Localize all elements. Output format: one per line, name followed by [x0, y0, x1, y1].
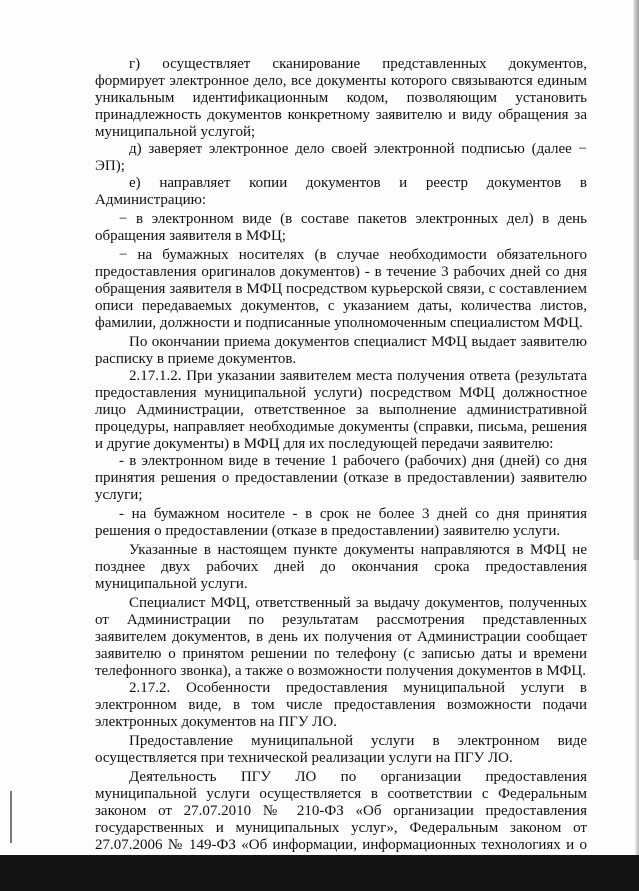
paragraph-e: е) направляет копии документов и реестр документов в Администрацию: [95, 175, 587, 208]
paragraph-pgu-activity: Деятельность ПГУ ЛО по организации предоставления муниципальной услуги осуществляется в соответствии с Федеральным законом от 27.07.2010 № 210-ФЗ «Об организации предоставления государственных и муниципальных услуг», Федеральным законом от 27.07.2006 № 149-ФЗ «Об информации, информационных технологиях и о [95, 769, 587, 853]
paragraph-d: д) заверяет электронное дело своей электронной подписью (далее − ЭП); [95, 141, 587, 174]
paragraph-deadline: Указанные в настоящем пункте документы направляются в МФЦ не позднее двух рабочих дней до окончания срока предоставления муниципальной услуги. [95, 542, 587, 592]
paragraph-electronic-service: Предоставление муниципальной услуги в электронном виде осуществляется при технической реализации услуги на ПГУ ЛО. [95, 733, 587, 766]
scan-page-edge [633, 0, 639, 560]
scan-margin-mark [10, 791, 12, 843]
paragraph-paper-term: - на бумажном носителе - в срок не более 3 дней со дня принятия решения о предоставлении (отказе в предоставлении) заявителю услуги. [95, 506, 587, 539]
paragraph-paper-form: − на бумажных носителях (в случае необходимости обязательного предоставления оригиналов документов) - в течение 3 рабочих дней со дня обращения заявителя в МФЦ посредством курьерской связи, с составлением описи передаваемых документов, с указанием даты, количества листов, фамилии, должности и подписанные уполномоченным специалистом МФЦ. [95, 247, 587, 331]
paragraph-electronic-term: - в электронном виде в течение 1 рабочего (рабочих) дня (дней) со дня принятия решения о предоставлении (отказе в предоставлении) заявителю услуги; [95, 453, 587, 503]
scan-bottom-border [0, 855, 639, 891]
paragraph-g: г) осуществляет сканирование представленных документов, формирует электронное дело, все документы которого связываются единым уникальным идентификационным кодом, позволяющим установить принадлежность документов конкретному заявителю и виду обращения за муниципальной услугой; [95, 56, 587, 140]
paragraph-receipt: По окончании приема документов специалист МФЦ выдает заявителю расписку в приеме документов. [95, 334, 587, 367]
paragraph-2-17-2: 2.17.2. Особенности предоставления муниципальной услуги в электронном виде, в том числе предоставления возможности подачи электронных документов на ПГУ ЛО. [95, 680, 587, 730]
paragraph-2-17-1-2: 2.17.1.2. При указании заявителем места получения ответа (результата предоставления муниципальной услуги) посредством МФЦ должностное лицо Администрации, ответственное за выполнение административной процедуры, направляет необходимые документы (справки, письма, решения и другие документы) в МФЦ для их последующей передачи заявителю: [95, 368, 587, 452]
scan-page-edge-lower [635, 560, 639, 860]
paragraph-specialist: Специалист МФЦ, ответственный за выдачу документов, полученных от Администрации по результатам рассмотрения представленных заявителем документов, в день их получения от Администрации сообщает заявителю о принятом решении по телефону (с записью даты и времени телефонного звонка), а также о возможности получения документов в МФЦ. [95, 595, 587, 679]
document-body [95, 56, 587, 871]
paragraph-electronic-form: − в электронном виде (в составе пакетов электронных дел) в день обращения заявителя в МФЦ; [95, 211, 587, 244]
